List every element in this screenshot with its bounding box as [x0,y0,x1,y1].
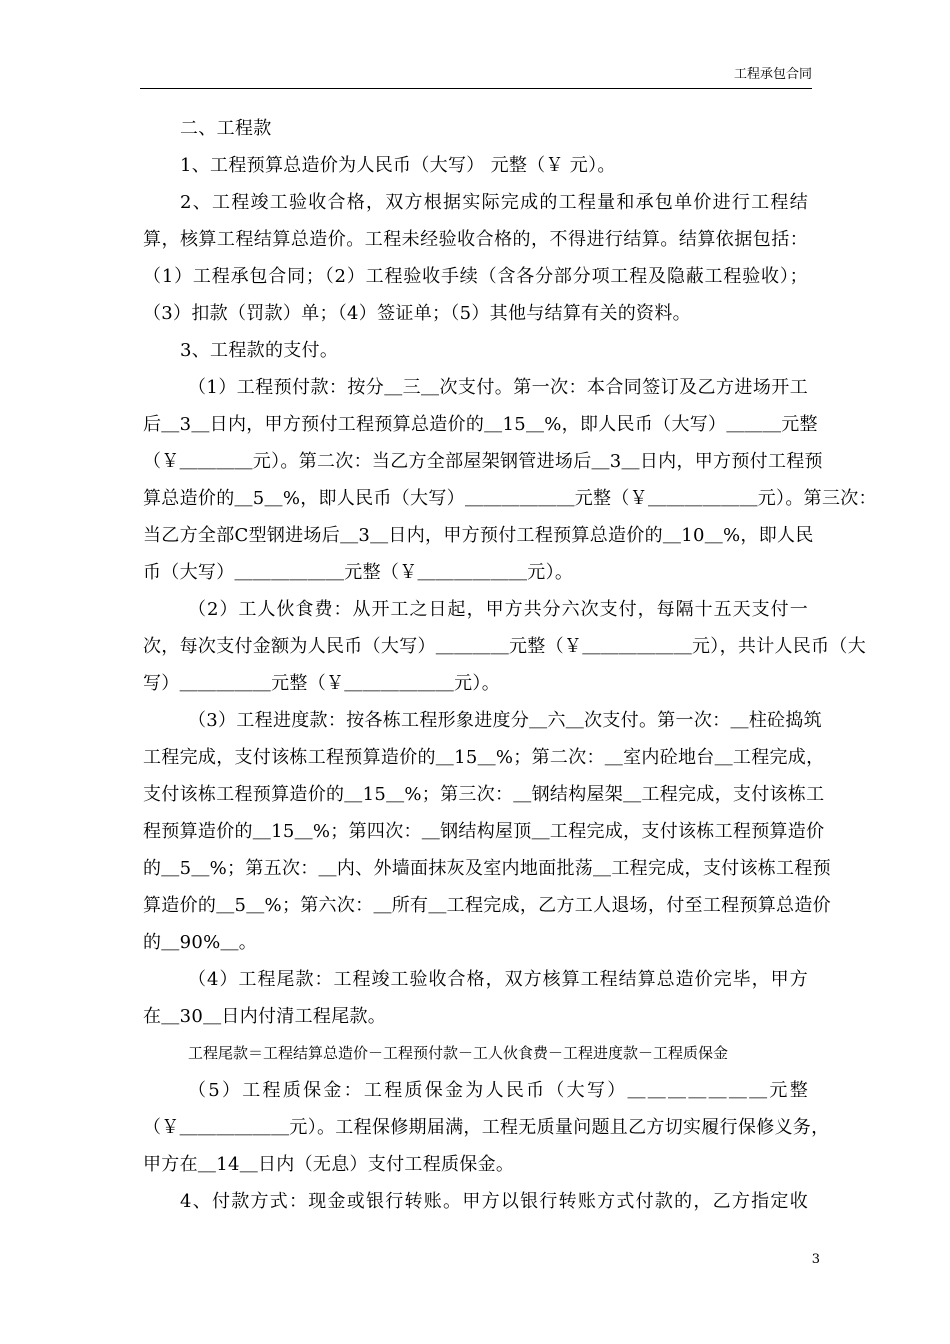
paragraph-line: （1）工程预付款：按分＿三＿次支付。第一次：本合同签订及乙方进场开工 [188,377,808,398]
paragraph-line: 甲方在＿14＿日内（无息）支付工程质保金。 [143,1154,515,1175]
paragraph-line: （3）工程进度款：按各栋工程形象进度分＿六＿次支付。第一次：＿柱砼捣筑 [188,710,822,731]
paragraph-line: （1）工程承包合同；（2）工程验收手续（含各分部分项工程及隐蔽工程验收）； [143,266,808,287]
paragraph-line: 后＿3＿日内，甲方预付工程预算总造价的＿15＿%，即人民币（大写）＿＿＿元整 [143,414,818,435]
paragraph-line: 支付该栋工程预算造价的＿15＿%；第三次：＿钢结构屋架＿工程完成，支付该栋工 [143,784,825,805]
paragraph-line: 3、工程款的支付。 [180,340,339,361]
paragraph-line: 当乙方全部C型钢进场后＿3＿日内，甲方预付工程预算总造价的＿10＿%，即人民 [143,525,814,546]
paragraph-line: 算总造价的＿5＿%，即人民币（大写）＿＿＿＿＿＿元整（￥＿＿＿＿＿＿元）。第三次： [143,488,877,509]
paragraph-line: （3）扣款（罚款）单；（4）签证单；（5）其他与结算有关的资料。 [143,303,691,324]
paragraph-line: （￥＿＿＿＿元）。第二次：当乙方全部屋架钢管进场后＿3＿日内，甲方预付工程预 [143,451,823,472]
paragraph-line: 次，每次支付金额为人民币（大写）＿＿＿＿元整（￥＿＿＿＿＿＿元），共计人民币（大 [143,636,866,657]
paragraph-line: 的＿90%＿。 [143,932,258,953]
paragraph-line: 在＿30＿日内付清工程尾款。 [143,1006,387,1027]
contract-body [143,110,877,1220]
paragraph-line: 4、付款方式：现金或银行转账。甲方以银行转账方式付款的，乙方指定收 [180,1191,808,1212]
header-title: 工程承包合同 [733,67,812,82]
paragraph-line: （2）工人伙食费：从开工之日起，甲方共分六次支付，每隔十五天支付一 [188,599,808,620]
paragraph-line: （￥＿＿＿＿＿＿元）。工程保修期届满，工程无质量问题且乙方切实履行保修义务， [143,1117,830,1138]
paragraph-line: （5）工程质保金：工程质保金为人民币（大写）＿＿＿＿＿＿＿元整 [188,1080,808,1101]
paragraph-line: 1、工程预算总造价为人民币（大写） 元整（￥ 元）。 [180,155,616,176]
paragraph-line: 算造价的＿5＿%；第六次：＿所有＿工程完成，乙方工人退场，付至工程预算总造价 [143,895,831,916]
paragraph-line: 算，核算工程结算总造价。工程未经验收合格的，不得进行结算。结算依据包括： [143,229,808,250]
paragraph-line: 2、工程竣工验收合格，双方根据实际完成的工程量和承包单价进行工程结 [180,192,808,213]
page-number: 3 [811,1252,820,1267]
paragraph-line: 写）＿＿＿＿＿元整（￥＿＿＿＿＿＿元）。 [143,673,500,694]
paragraph-line: 工程完成，支付该栋工程预算造价的＿15＿%；第二次：＿室内砼地台＿工程完成， [143,747,825,768]
running-header [140,66,812,89]
section-heading: 二、工程款 [180,118,272,139]
paragraph-line: 的＿5＿%；第五次：＿内、外墙面抹灰及室内地面批荡＿工程完成，支付该栋工程预 [143,858,831,879]
formula-line: 工程尾款＝工程结算总造价－工程预付款－工人伙食费－工程进度款－工程质保金 [188,1044,729,1062]
paragraph-line: 币（大写）＿＿＿＿＿＿元整（￥＿＿＿＿＿＿元）。 [143,562,574,583]
paragraph-line: 程预算造价的＿15＿%；第四次：＿钢结构屋顶＿工程完成，支付该栋工程预算造价 [143,821,825,842]
paragraph-line: （4）工程尾款：工程竣工验收合格，双方核算工程结算总造价完毕，甲方 [188,969,808,990]
